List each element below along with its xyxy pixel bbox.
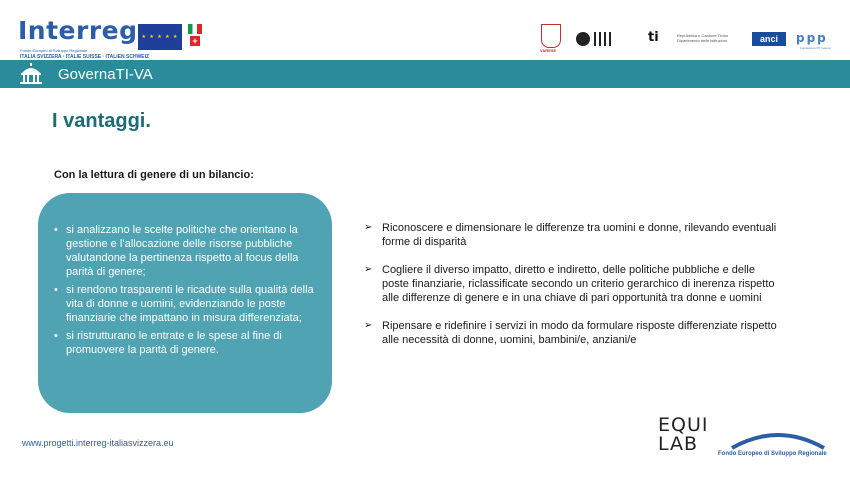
- list-item: • si analizzano le scelte politiche che orientano la gestione e l’allocazione delle risorse pubbliche valutandone la pertinenza rispetto al focus della parità di genere;: [54, 224, 299, 278]
- varese-coat-of-arms-icon: [541, 24, 561, 48]
- interreg-wordmark: Interreg: [18, 16, 138, 45]
- fesr-arc-icon: [728, 428, 828, 450]
- eu-flag-icon: ★ ★ ★ ★ ★: [138, 24, 182, 50]
- list-item: ➢ Cogliere il diverso impatto, diretto e indiretto, delle politiche pubbliche e delle poste finanziarie, riclassificate secondo un criterio gerarchico di inerenza rispetto alle differenze di genere e in una chiave di pari opportunità tra donne e uomini: [364, 264, 775, 304]
- benefits-panel: [38, 193, 332, 413]
- swiss-flag-icon: +: [190, 36, 200, 46]
- page-title: I vantaggi.: [52, 110, 151, 132]
- equilab-line1: EQUI: [658, 414, 709, 436]
- bullet-icon: •: [54, 330, 58, 342]
- interreg-logo: [18, 16, 218, 60]
- intro-text: Con la lettura di genere di un bilancio:: [54, 169, 254, 181]
- fesr-label: Fondo Europeo di Sviluppo Regionale: [718, 451, 827, 457]
- partner-circle-logo-icon: [576, 32, 590, 46]
- list-item: • si ristrutturano le entrate e le spese al fine di promuovere la parità di genere.: [54, 330, 282, 356]
- ppp-logo-text: Fondazione PP Lavoro: [800, 46, 831, 50]
- footer-url: www.progetti.interreg-italiasvizzera.eu: [22, 438, 174, 448]
- equilab-line2: LAB: [658, 433, 699, 455]
- ticino-logo: ti: [648, 30, 659, 45]
- list-item: • si rendono trasparenti le ricadute sulla qualità della vita di donne e uomini, evidenziando le poste finanziarie che impattano in misura differenziata;: [54, 284, 314, 324]
- list-item: ➢ Riconoscere e dimensionare le differenze tra uomini e donne, rilevando eventuali forme di disparità: [364, 222, 777, 248]
- arrow-bullet-icon: ➢: [364, 222, 373, 233]
- project-title: GovernaTI-VA: [58, 66, 153, 83]
- list-item: ➢ Ripensare e ridefinire i servizi in modo da formulare risposte differenziate rispetto alle necessità di donne, uomini, bambini/e, anziani/e: [364, 320, 777, 346]
- ppp-logo: ppp: [796, 31, 828, 45]
- interreg-subtitle-countries: ITALIA SVIZZERA · ITALIE SUISSE · ITALIEN SCHWEIZ: [20, 54, 150, 60]
- partner-bars-logo-icon: [594, 32, 612, 46]
- ticino-logo-text: Repubblica e Cantone Ticino Dipartimento delle istituzioni: [677, 33, 729, 43]
- equilab-logo: [658, 416, 708, 454]
- anci-logo: anci: [752, 32, 786, 46]
- bullet-icon: •: [54, 284, 58, 296]
- objectives-list: [364, 221, 784, 361]
- arrow-bullet-icon: ➢: [364, 320, 373, 331]
- italy-flag-icon: [188, 24, 202, 34]
- benefits-list: [54, 223, 316, 361]
- arrow-bullet-icon: ➢: [364, 264, 373, 275]
- interreg-subtitle-fund: Fondo Europeo di Sviluppo Regionale: [20, 48, 88, 53]
- building-dome-icon: [18, 63, 44, 85]
- varese-label: VARESE: [540, 48, 557, 53]
- title-bar: [0, 60, 850, 88]
- bullet-icon: •: [54, 224, 58, 236]
